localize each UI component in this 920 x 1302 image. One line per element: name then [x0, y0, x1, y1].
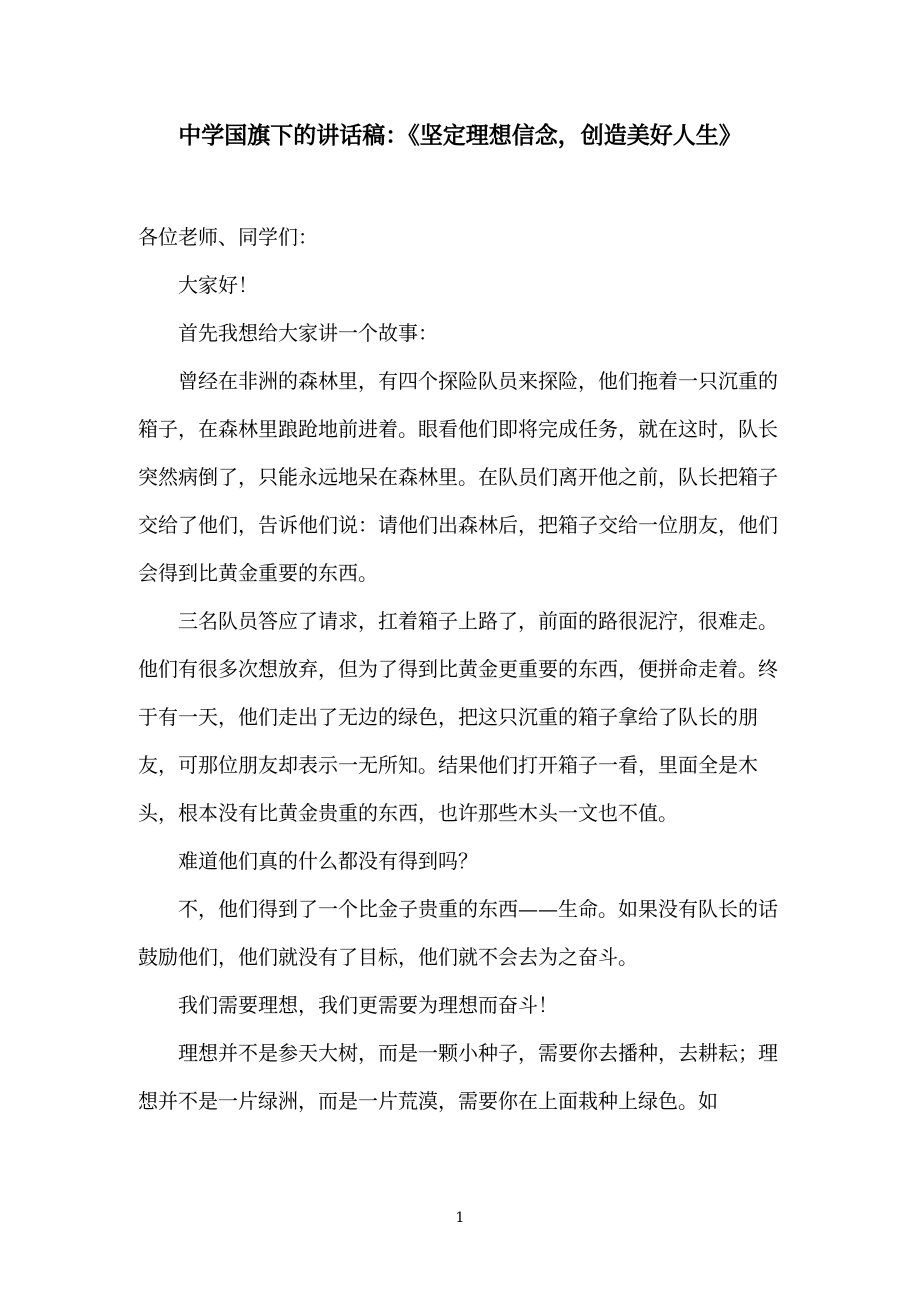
salutation: 各位老师、同学们： [138, 225, 318, 249]
paragraph-story-part-1: 曾经在非洲的森林里，有四个探险队员来探险，他们拖着一只沉重的箱子，在森林里踉跄地前进着。眼看他们即将完成任务，就在这时，队长突然病倒了，只能永远地呆在森林里。在队员们离开他之前，队长把箱子交给了他们，告诉他们说：请他们出森林后，把箱子交给一位朋友，他们会得到比黄金重要的东西。 [138, 369, 778, 585]
paragraph-greeting: 大家好！ [178, 273, 258, 297]
paragraph-answer: 不，他们得到了一个比金子贵重的东西——生命。如果没有队长的话鼓励他们，他们就没有了目标，他们就不会去为之奋斗。 [138, 897, 778, 969]
paragraph-ideal-metaphor: 理想并不是参天大树，而是一颗小种子，需要你去播种，去耕耘；理想并不是一片绿洲，而是一片荒漠，需要你在上面栽种上绿色。如 [138, 1041, 778, 1113]
page-number: 1 [455, 1210, 465, 1226]
paragraph-story-intro: 首先我想给大家讲一个故事： [178, 321, 438, 345]
paragraph-story-part-2: 三名队员答应了请求，扛着箱子上路了，前面的路很泥泞，很难走。他们有很多次想放弃，但为了得到比黄金更重要的东西，便拼命走着。终于有一天，他们走出了无边的绿色，把这只沉重的箱子拿给了队长的朋友，可那位朋友却表示一无所知。结果他们打开箱子一看，里面全是木头，根本没有比黄金贵重的东西，也许那些木头一文也不值。 [138, 609, 778, 825]
paragraph-call-to-action: 我们需要理想，我们更需要为理想而奋斗！ [178, 993, 558, 1017]
document-body [138, 213, 788, 1125]
document-title: 中学国旗下的讲话稿：《坚定理想信念，创造美好人生》 [178, 122, 742, 149]
paragraph-question: 难道他们真的什么都没有得到吗？ [178, 849, 478, 873]
